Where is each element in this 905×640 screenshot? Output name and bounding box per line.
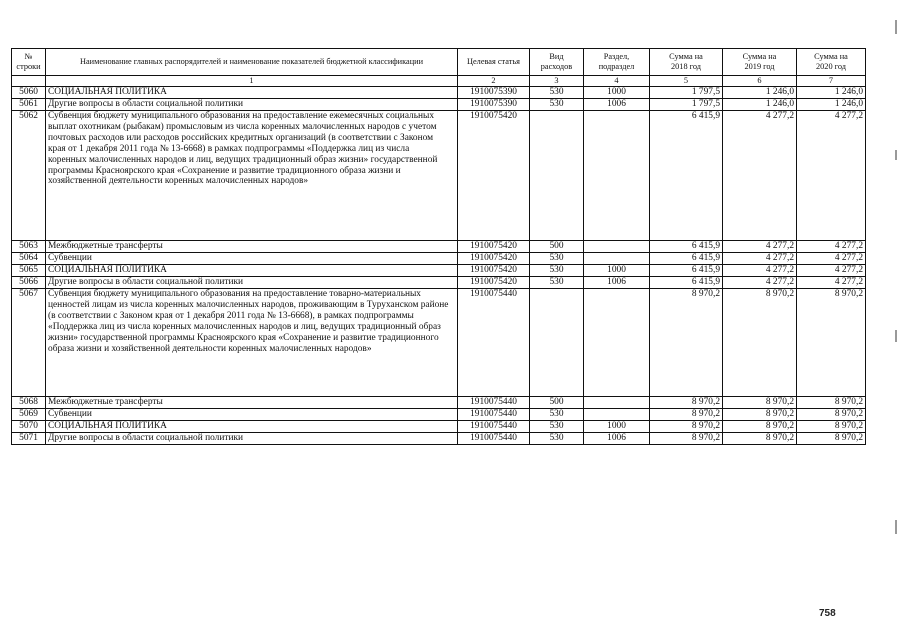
- header-vid: Вид расходов: [530, 49, 584, 76]
- row-sum-2018: 6 415,9: [650, 241, 723, 253]
- row-section: 1006: [584, 433, 650, 445]
- row-expense-type: 530: [530, 253, 584, 265]
- header-code: Целевая статья: [458, 49, 530, 76]
- table-row: [12, 87, 866, 99]
- row-name: Субвенция бюджету муниципального образования на предоставление товарно-материальных ценностей лицам из числа коренных малочисленных народов, проживающим в Туруханском районе (в соответствии с Законом края от 1 декабря 2011 года № 13-6668), в рамках подпрограммы «Поддержка лиц из числа коренных малочисленных народов и лиц, ведущих традиционный образ жизни» государственной программы Красноярского края «Сохранение и развитие традиционного образа жизни и хозяйственной деятельности коренных малочисленных народов»: [46, 289, 458, 397]
- row-sum-2018: 6 415,9: [650, 277, 723, 289]
- row-name: Субвенция бюджету муниципального образования на предоставление ежемесячных социальных выплат охотникам (рыбакам) промысловым из числа коренных малочисленных народов с учетом почтовых расходов или расходов российских кредитных организаций (в соответствии с Законом края от 1 декабря 2011 года № 13-6668) в рамках подпрограммы «Поддержка лиц из числа коренных малочисленных народов и лиц, ведущих традиционный образ жизни» государственной программы Красноярского края «Сохранение и развитие традиционного образа жизни и хозяйственной деятельности коренных малочисленных народов»: [46, 111, 458, 241]
- row-sum-2018: 6 415,9: [650, 265, 723, 277]
- header-sum-2020: Сумма на 2020 год: [797, 49, 866, 76]
- row-sum-2018: 8 970,2: [650, 421, 723, 433]
- row-sum-2018: 1 797,5: [650, 87, 723, 99]
- row-number: 5068: [12, 397, 46, 409]
- table-row: [12, 277, 866, 289]
- row-target-code: 1910075420: [458, 253, 530, 265]
- row-name: Другие вопросы в области социальной политики: [46, 99, 458, 111]
- row-sum-2019: 8 970,2: [723, 433, 797, 445]
- row-number: 5064: [12, 253, 46, 265]
- row-number: 5069: [12, 409, 46, 421]
- table-row: [12, 289, 866, 397]
- row-sum-2019: 8 970,2: [723, 289, 797, 397]
- row-section: [584, 253, 650, 265]
- column-number: 5: [650, 76, 723, 87]
- row-section: [584, 111, 650, 241]
- header-razdel: Раздел, подраздел: [584, 49, 650, 76]
- row-sum-2020: 8 970,2: [797, 409, 866, 421]
- row-name: СОЦИАЛЬНАЯ ПОЛИТИКА: [46, 87, 458, 99]
- table-row: [12, 111, 866, 241]
- row-sum-2019: 1 246,0: [723, 99, 797, 111]
- row-sum-2020: 8 970,2: [797, 289, 866, 397]
- scan-edge-mark: [895, 520, 897, 534]
- column-number: [12, 76, 46, 87]
- row-section: [584, 289, 650, 397]
- row-number: 5061: [12, 99, 46, 111]
- table-row: [12, 241, 866, 253]
- row-section: [584, 397, 650, 409]
- row-name: Субвенции: [46, 253, 458, 265]
- column-number: 4: [584, 76, 650, 87]
- row-expense-type: 500: [530, 397, 584, 409]
- row-number: 5065: [12, 265, 46, 277]
- row-expense-type: 530: [530, 265, 584, 277]
- column-number: 2: [458, 76, 530, 87]
- column-number: 3: [530, 76, 584, 87]
- row-number: 5062: [12, 111, 46, 241]
- row-target-code: 1910075440: [458, 289, 530, 397]
- row-number: 5071: [12, 433, 46, 445]
- row-number: 5066: [12, 277, 46, 289]
- row-sum-2018: 8 970,2: [650, 289, 723, 397]
- table-row: [12, 433, 866, 445]
- row-section: [584, 409, 650, 421]
- row-target-code: 1910075420: [458, 277, 530, 289]
- table-row: [12, 421, 866, 433]
- column-number: 6: [723, 76, 797, 87]
- row-expense-type: 530: [530, 99, 584, 111]
- row-sum-2018: 6 415,9: [650, 111, 723, 241]
- row-sum-2019: 1 246,0: [723, 87, 797, 99]
- row-target-code: 1910075420: [458, 111, 530, 241]
- row-target-code: 1910075440: [458, 397, 530, 409]
- header-sum-2018: Сумма на 2018 год: [650, 49, 723, 76]
- row-sum-2019: 4 277,2: [723, 111, 797, 241]
- row-sum-2019: 8 970,2: [723, 421, 797, 433]
- row-name: СОЦИАЛЬНАЯ ПОЛИТИКА: [46, 421, 458, 433]
- header-name: Наименование главных распорядителей и наименование показателей бюджетной классификации: [46, 49, 458, 76]
- row-number: 5070: [12, 421, 46, 433]
- row-name: Другие вопросы в области социальной политики: [46, 433, 458, 445]
- row-sum-2018: 6 415,9: [650, 253, 723, 265]
- row-section: 1000: [584, 87, 650, 99]
- row-expense-type: 530: [530, 409, 584, 421]
- row-target-code: 1910075420: [458, 265, 530, 277]
- row-sum-2020: 4 277,2: [797, 253, 866, 265]
- table-row: [12, 265, 866, 277]
- scan-edge-mark: [895, 150, 897, 160]
- row-number: 5067: [12, 289, 46, 397]
- header-sum-2019: Сумма на 2019 год: [723, 49, 797, 76]
- row-sum-2020: 1 246,0: [797, 87, 866, 99]
- row-target-code: 1910075440: [458, 433, 530, 445]
- row-section: [584, 241, 650, 253]
- table-row: [12, 253, 866, 265]
- table-row: [12, 99, 866, 111]
- row-sum-2020: 4 277,2: [797, 111, 866, 241]
- row-section: 1006: [584, 99, 650, 111]
- row-sum-2020: 8 970,2: [797, 397, 866, 409]
- scan-edge-mark: [895, 330, 897, 342]
- row-section: 1000: [584, 421, 650, 433]
- row-sum-2019: 8 970,2: [723, 409, 797, 421]
- row-expense-type: 530: [530, 421, 584, 433]
- header-num: № строки: [12, 49, 46, 76]
- row-expense-type: 500: [530, 241, 584, 253]
- row-sum-2020: 4 277,2: [797, 277, 866, 289]
- row-name: Другие вопросы в области социальной политики: [46, 277, 458, 289]
- row-sum-2020: 8 970,2: [797, 433, 866, 445]
- row-sum-2020: 8 970,2: [797, 421, 866, 433]
- row-number: 5063: [12, 241, 46, 253]
- row-name: Межбюджетные трансферты: [46, 241, 458, 253]
- row-section: 1006: [584, 277, 650, 289]
- row-sum-2020: 4 277,2: [797, 241, 866, 253]
- row-sum-2018: 8 970,2: [650, 409, 723, 421]
- budget-table: [11, 48, 866, 445]
- row-name: СОЦИАЛЬНАЯ ПОЛИТИКА: [46, 265, 458, 277]
- row-name: Межбюджетные трансферты: [46, 397, 458, 409]
- row-target-code: 1910075390: [458, 87, 530, 99]
- row-sum-2019: 4 277,2: [723, 241, 797, 253]
- row-sum-2019: 4 277,2: [723, 265, 797, 277]
- page-number: 758: [819, 608, 836, 619]
- row-sum-2019: 8 970,2: [723, 397, 797, 409]
- row-sum-2019: 4 277,2: [723, 277, 797, 289]
- row-target-code: 1910075420: [458, 241, 530, 253]
- table-row: [12, 409, 866, 421]
- column-number: 1: [46, 76, 458, 87]
- column-number-row: [12, 76, 866, 87]
- row-sum-2018: 1 797,5: [650, 99, 723, 111]
- row-sum-2019: 4 277,2: [723, 253, 797, 265]
- row-number: 5060: [12, 87, 46, 99]
- row-sum-2018: 8 970,2: [650, 397, 723, 409]
- row-expense-type: [530, 111, 584, 241]
- row-expense-type: 530: [530, 87, 584, 99]
- row-sum-2020: 4 277,2: [797, 265, 866, 277]
- row-expense-type: 530: [530, 277, 584, 289]
- row-sum-2018: 8 970,2: [650, 433, 723, 445]
- row-target-code: 1910075440: [458, 409, 530, 421]
- row-sum-2020: 1 246,0: [797, 99, 866, 111]
- scan-edge-mark: [895, 20, 897, 34]
- column-number: 7: [797, 76, 866, 87]
- row-name: Субвенции: [46, 409, 458, 421]
- row-section: 1000: [584, 265, 650, 277]
- row-target-code: 1910075440: [458, 421, 530, 433]
- row-target-code: 1910075390: [458, 99, 530, 111]
- table-row: [12, 397, 866, 409]
- row-expense-type: [530, 289, 584, 397]
- row-expense-type: 530: [530, 433, 584, 445]
- header-row: [12, 49, 866, 76]
